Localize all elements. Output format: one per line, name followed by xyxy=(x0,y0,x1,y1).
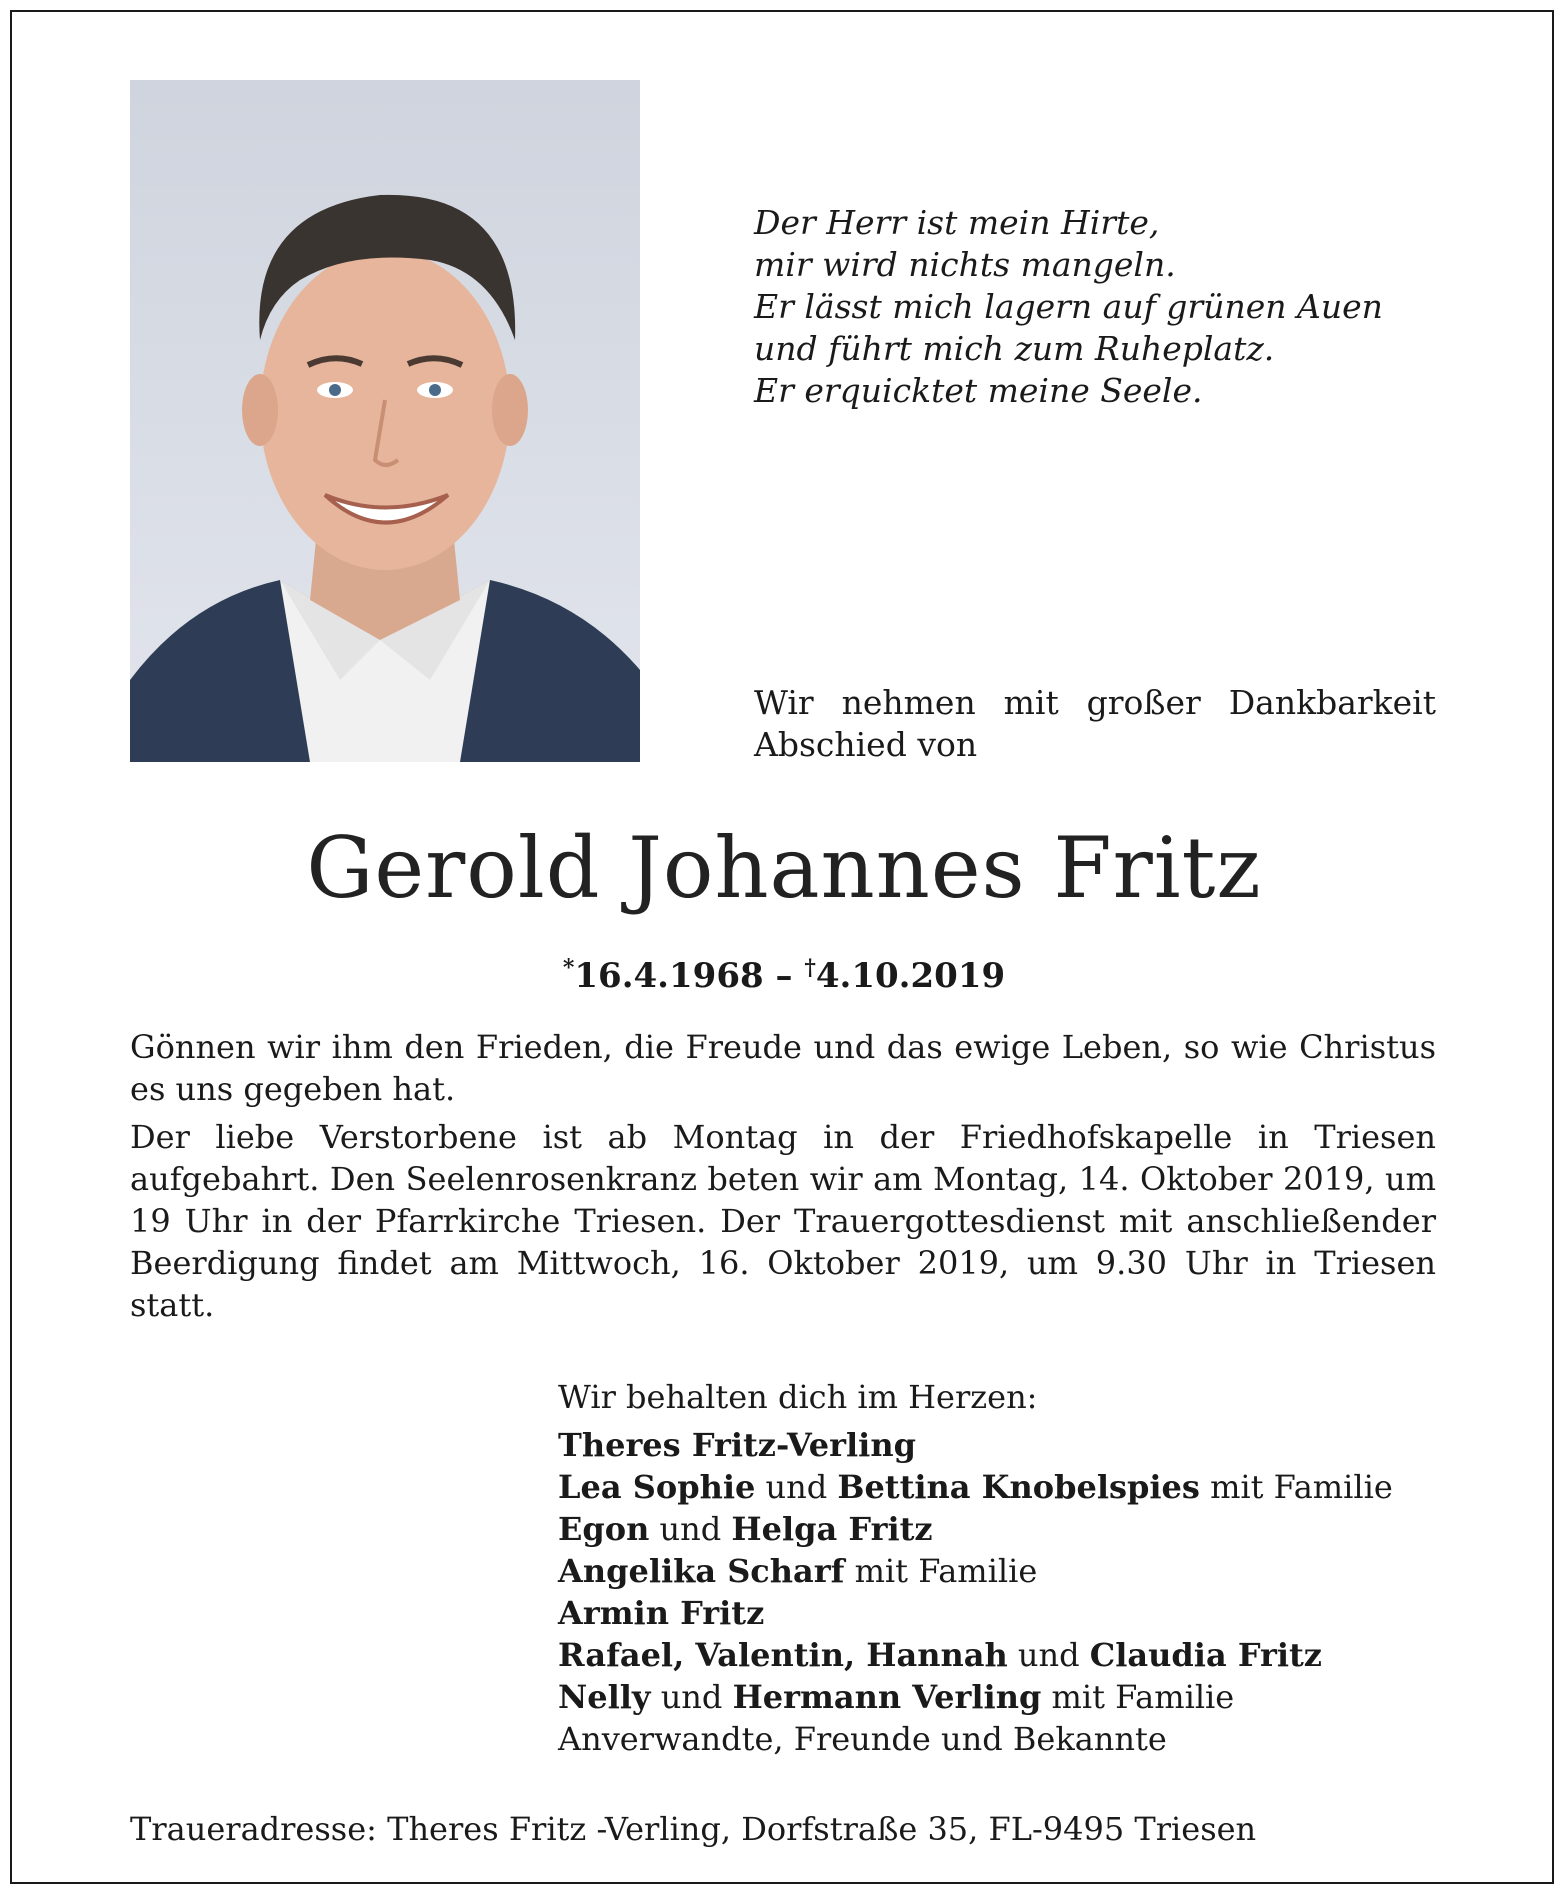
mourner-row xyxy=(558,1676,1458,1718)
mourner-connector: mit Familie xyxy=(1199,1468,1393,1506)
mourner-connector: und xyxy=(650,1678,733,1716)
mourner-row xyxy=(558,1592,1458,1634)
mourners-lead: Wir behalten dich im Herzen: xyxy=(558,1378,1038,1416)
mourner-row xyxy=(558,1718,1458,1760)
mourner-row xyxy=(558,1466,1458,1508)
death-date: 4.10.2019 xyxy=(815,956,1006,996)
mourner-row xyxy=(558,1424,1458,1466)
mourner-name: Hermann Verling xyxy=(732,1678,1042,1716)
psalm-line: Der Herr ist mein Hirte, xyxy=(754,203,1160,242)
mourner-connector: und xyxy=(1007,1636,1090,1674)
mourner-name: Lea Sophie xyxy=(558,1468,756,1506)
mourner-connector: Anverwandte, Freunde und Bekannte xyxy=(558,1720,1167,1758)
psalm-line: mir wird nichts mangeln. xyxy=(754,245,1176,284)
mourning-address: Traueradresse: Theres Fritz -Verling, Dorfstraße 35, FL-9495 Triesen xyxy=(130,1810,1257,1848)
psalm-quote xyxy=(754,202,1454,412)
mourner-connector: mit Familie xyxy=(844,1552,1038,1590)
psalm-line: und führt mich zum Ruheplatz. xyxy=(754,329,1275,368)
mourner-connector: und xyxy=(755,1468,838,1506)
mourner-row xyxy=(558,1550,1458,1592)
farewell-intro: Wir nehmen mit großer Dankbarkeit Abschied von xyxy=(754,683,1436,764)
portrait-icon xyxy=(130,80,640,762)
mourner-name: Angelika Scharf xyxy=(558,1552,845,1590)
mourner-name: Armin Fritz xyxy=(558,1594,765,1632)
mourner-name: Nelly xyxy=(558,1678,651,1716)
birth-symbol: * xyxy=(562,955,575,981)
mourners-list xyxy=(558,1376,1458,1760)
date-separator: – xyxy=(763,956,805,996)
mourner-name: Egon xyxy=(558,1510,650,1548)
body-paragraph: Der liebe Verstorbene ist ab Montag in der Friedhofskapelle in Triesen aufgebahrt. Den Seelenrosenkranz beten wir am Montag, 14. Oktober 2019, um 19 Uhr in der Pfarrkirche Triesen. Der Trauergottesdienst mit anschließender Beerdigung findet am Mittwoch, 16. Oktober 2019, um 9.30 Uhr in Triesen statt. xyxy=(130,1118,1436,1324)
mourner-name: Rafael, Valentin, Hannah xyxy=(558,1636,1008,1674)
psalm-line: Er erquicktet meine Seele. xyxy=(754,371,1203,410)
psalm-line: Er lässt mich lagern auf grünen Auen xyxy=(754,287,1383,326)
death-symbol: † xyxy=(804,955,816,981)
deceased-name: Gerold Johannes Fritz xyxy=(306,819,1262,917)
notice-body xyxy=(130,1026,1436,1332)
portrait-photo xyxy=(130,80,640,762)
mourner-name: Helga Fritz xyxy=(731,1510,933,1548)
birth-date: 16.4.1968 xyxy=(574,956,764,996)
mourner-name: Bettina Knobelspies xyxy=(837,1468,1200,1506)
life-dates xyxy=(0,944,1568,1000)
mourner-name: Theres Fritz-Verling xyxy=(558,1426,916,1464)
body-paragraph: Gönnen wir ihm den Frieden, die Freude und das ewige Leben, so wie Christus es uns gegeben hat. xyxy=(130,1028,1436,1108)
mourner-row xyxy=(558,1508,1458,1550)
mourner-row xyxy=(558,1634,1458,1676)
mourner-connector: und xyxy=(649,1510,732,1548)
mourner-name: Claudia Fritz xyxy=(1089,1636,1322,1674)
mourner-connector: mit Familie xyxy=(1041,1678,1235,1716)
